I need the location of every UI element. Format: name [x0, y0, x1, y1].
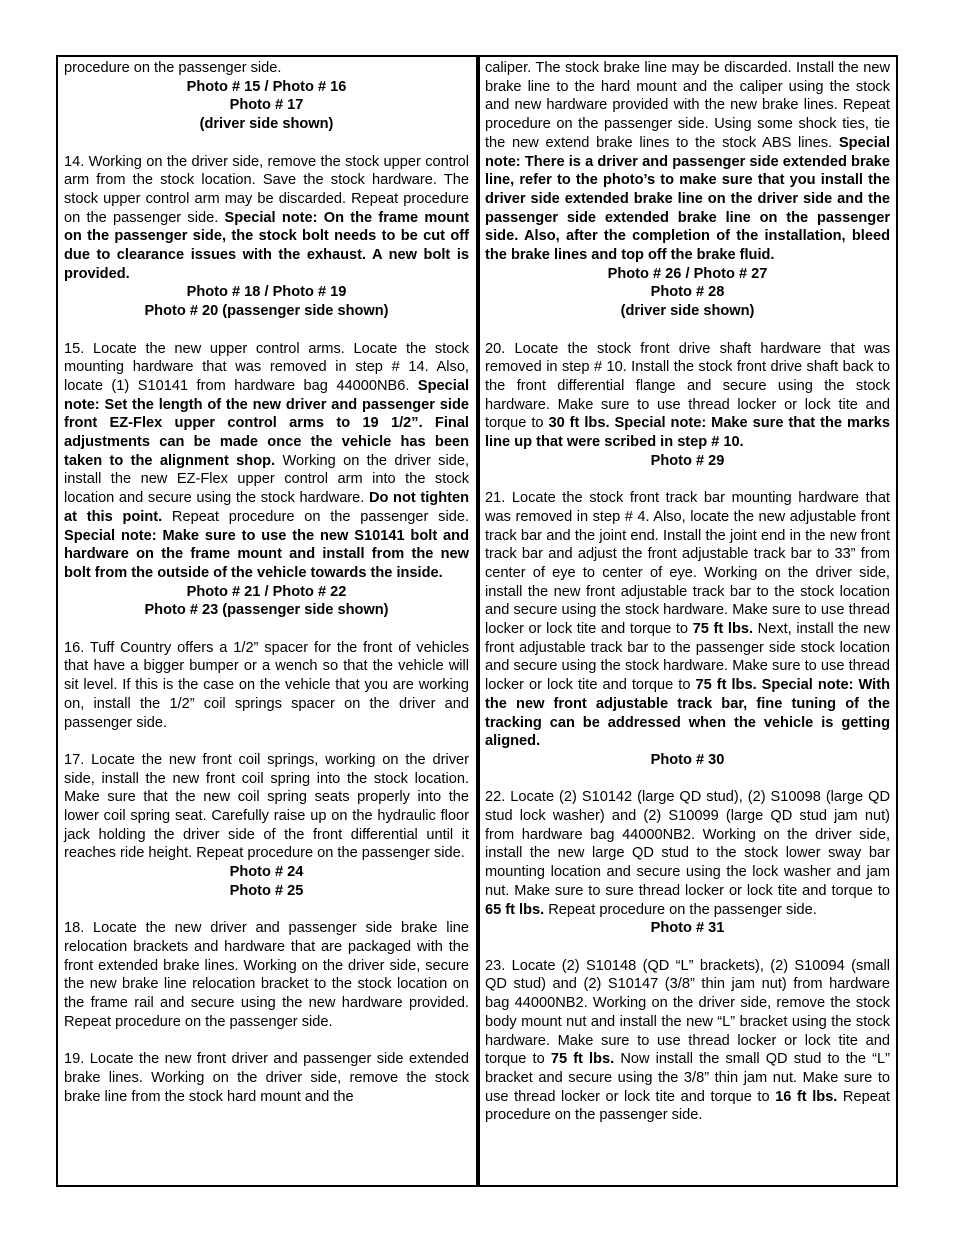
photo-caption: Photo # 21 / Photo # 22	[186, 583, 347, 600]
step-14: 14. Working on the driver side, remove the stock upper control arm from the stock location. Save the stock hardware. The stock upper control arm may be discarded. Repeat procedure on the passenger side. Special note: On the frame mount on the passenger side, the stock bolt needs to be cut off due to clearance issues with the exhaust. A new bolt is provided.	[64, 153, 470, 282]
step-17: 17. Locate the new front coil springs, working on the driver side, install the new front coil spring into the stock location. Make sure that the new coil spring seats properly into the lower coil spring seat. Carefully raise up on the hydraulic floor jack holding the driver side of the front differential until it reaches ride height. Repeat procedure on the passenger side.	[64, 751, 469, 862]
photo-caption: Photo # 20 (passenger side shown)	[144, 303, 389, 320]
photo-caption: Photo # 29	[650, 452, 725, 469]
photo-caption: Photo # 24	[229, 864, 304, 881]
photo-caption: (driver side shown)	[199, 116, 334, 133]
step-13-continuation: procedure on the passenger side.	[64, 60, 282, 76]
photo-caption: Photo # 25	[229, 882, 304, 899]
right-column	[485, 59, 890, 1125]
step-19: 19. Locate the new front driver and passenger side extended brake lines. Working on the driver side, remove the stock brake line from the stock hard mount and the	[64, 1051, 469, 1105]
photo-caption: Photo # 28	[650, 284, 725, 301]
step-22: 22. Locate (2) S10142 (large QD stud), (2) S10098 (large QD stud lock washer) and (2) S10099 (large QD stud jam nut) from hardware bag 44000NB2. Working on the driver side, install the new large QD stud to the stock lower sway bar mounting location and secure using the lock washer and jam nut. Make sure to sure thread locker or lock tite and torque to 65 ft lbs. Repeat procedure on the passenger side.	[485, 789, 890, 918]
photo-caption: (driver side shown)	[620, 303, 755, 320]
step-15: 15. Locate the new upper control arms. Locate the stock mounting hardware that was removed in step # 14. Also, locate (1) S10141 from hardware bag 44000NB6. Special note: Set the length of the new driver and passenger side front EZ-Flex upper control arms to 19 1/2”. Final adjustments can be made once the vehicle has been taken to the alignment shop. Working on the driver side, install the new EZ-Flex upper control arm into the stock location and secure using the stock hardware. Do not tighten at this point. Repeat procedure on the passenger side. Special note: Make sure to use the new S10141 bolt and hardware on the frame mount and install from the new bolt from the outside of the vehicle towards the inside.	[64, 340, 470, 581]
left-column	[64, 59, 469, 1106]
photo-caption: Photo # 17	[229, 97, 304, 114]
photo-caption: Photo # 26 / Photo # 27	[607, 265, 768, 282]
step-19-continuation: caliper. The stock brake line may be discarded. Install the new brake line to the hard mount and the caliper using the stock and new hardware provided with the new brake lines. Repeat procedure on the passenger side. Using some shock ties, tie the new extend brake lines to the stock ABS lines. Special note: There is a driver and passenger side extended brake line, refer to the photo’s to make sure that you install the driver side extended brake line on the driver side and the passenger side extended brake line on the passenger side. Also, after the completion of the installation, bleed the brake lines and top off the brake fluid.	[485, 60, 890, 264]
step-23: 23. Locate (2) S10148 (QD “L” brackets), (2) S10094 (small QD stud) and (2) S10147 (3/8” thin jam nut) from hardware bag 44000NB2. Working on the driver side, remove the stock body mount nut and install the new “L” bracket using the stock hardware. Make sure to use thread locker or lock tite and torque to 75 ft lbs. Now install the small QD stud to the “L” bracket and secure using the 3/8” thin jam nut. Make sure to use thread locker or lock tite and torque to 16 ft lbs. Repeat procedure on the passenger side.	[485, 957, 890, 1124]
step-21: 21. Locate the stock front track bar mounting hardware that was removed in step # 4. Also, locate the new adjustable front track bar and the joint end. Install the joint end in the new front track bar and adjust the front adjustable track bar to 33” from center of eye to center of eye. Working on the driver side, install the new front adjustable track bar to the stock location and secure using the stock hardware. Make sure to use thread locker or lock tite and torque to 75 ft lbs. Next, install the new front adjustable track bar to the passenger side stock location and secure using the stock hardware. Make sure to use thread locker or lock tite and torque to 75 ft lbs. Special note: With the new front adjustable track bar, fine tuning of the tracking can be addressed when the vehicle is getting aligned.	[485, 490, 891, 750]
photo-caption: Photo # 15 / Photo # 16	[186, 78, 347, 95]
step-16: 16. Tuff Country offers a 1/2” spacer for the front of vehicles that have a bigger bumper or a wench so that the vehicle will sit level. If this is the case on the vehicle that you are working on, install the 1/2” coil springs spacer on the driver and passenger side.	[64, 639, 469, 731]
photo-caption: Photo # 23 (passenger side shown)	[144, 602, 389, 619]
step-20: 20. Locate the stock front drive shaft hardware that was removed in step # 10. Install the stock front drive shaft back to the front differential flange and secure using the stock hardware. Make sure to use thread locker or lock tite and torque to 30 ft lbs. Special note: Make sure that the marks line up that were scribed in step # 10.	[485, 340, 890, 451]
column-divider	[476, 55, 480, 1187]
photo-caption: Photo # 18 / Photo # 19	[186, 284, 347, 301]
photo-caption: Photo # 30	[650, 751, 725, 768]
photo-caption: Photo # 31	[650, 920, 725, 937]
step-18: 18. Locate the new driver and passenger side brake line relocation brackets and hardware that are packaged with the front extended brake lines. Working on the driver side, secure the new brake line relocation bracket to the stock location on the frame rail and secure using the new hardware provided. Repeat procedure on the passenger side.	[64, 920, 469, 1030]
